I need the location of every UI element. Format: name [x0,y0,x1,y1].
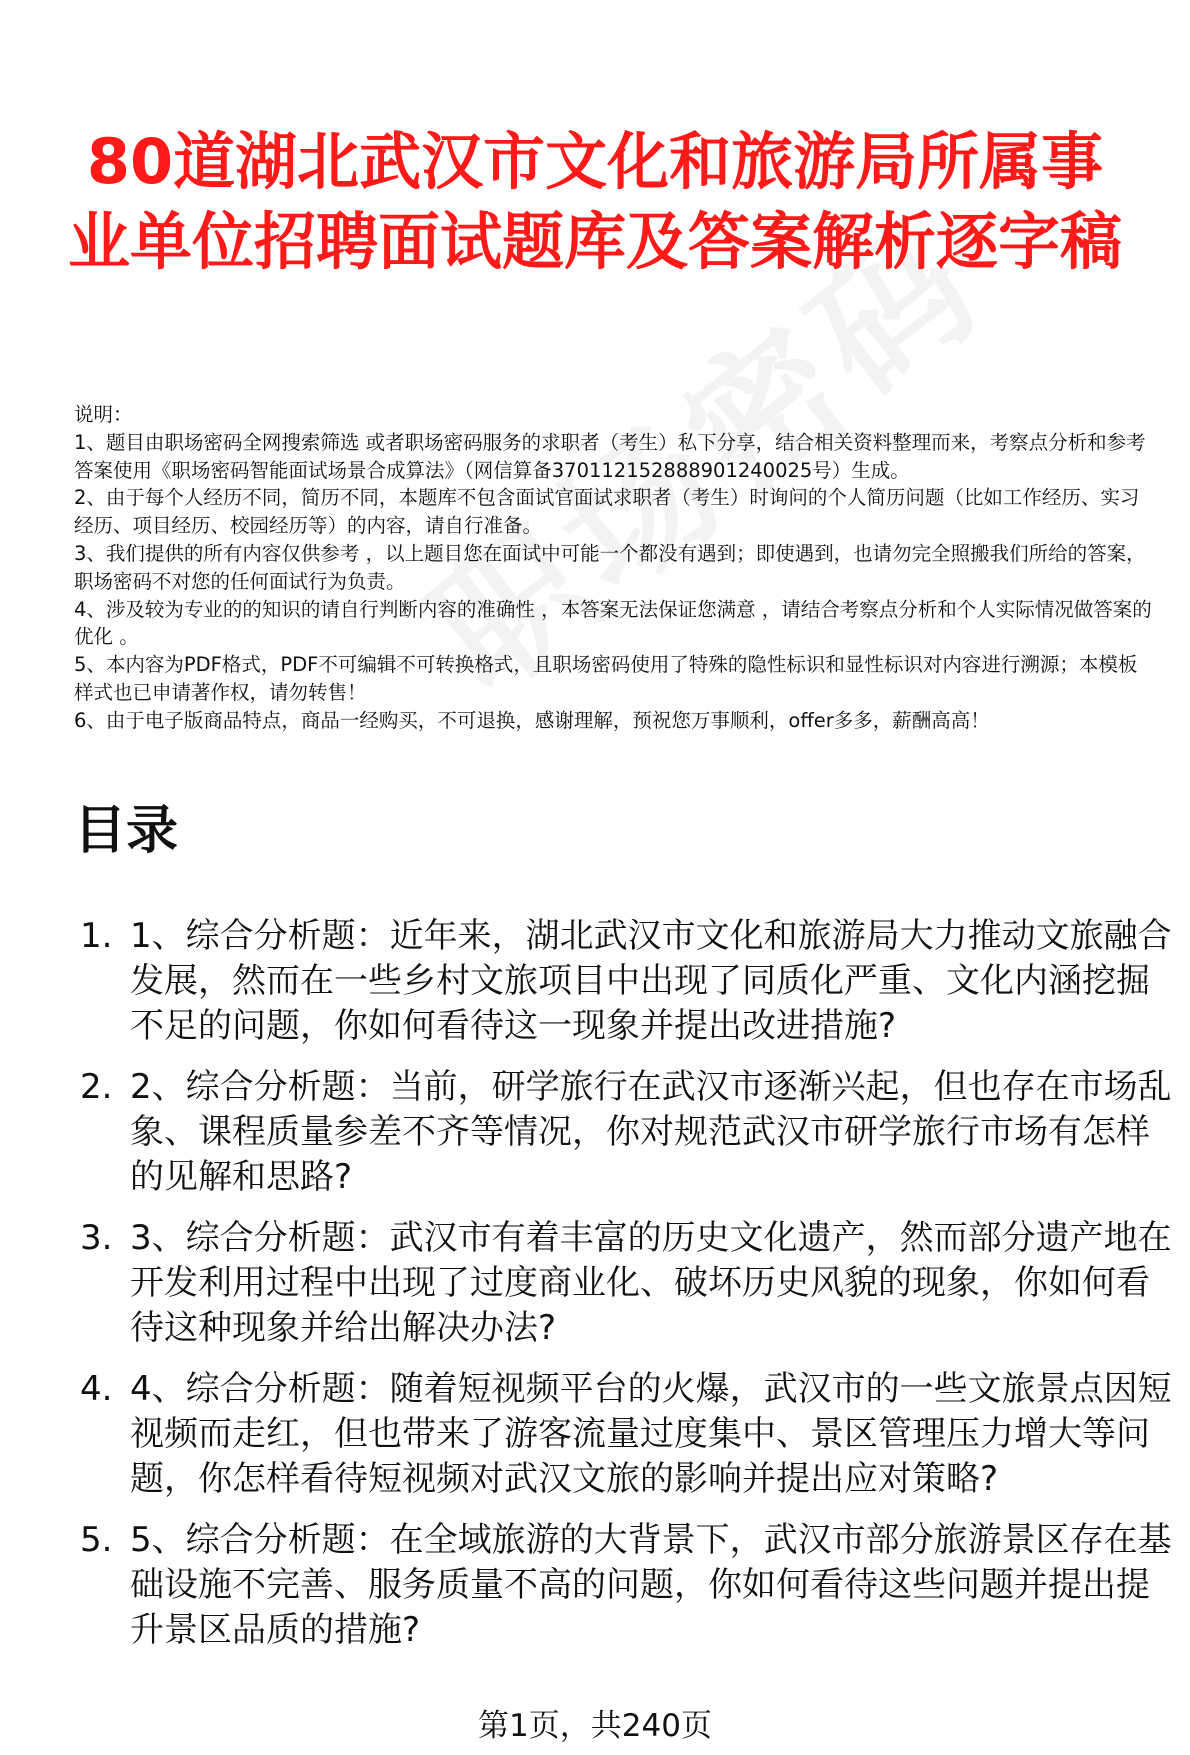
toc-item[interactable] [74,1367,1174,1502]
note-item: 5、本内容为PDF格式，PDF不可编辑不可转换格式，且职场密码使用了特殊的隐性标识和显性标识对内容进行溯源；本模板样式也已申请著作权，请勿转售！ [74,653,1138,704]
toc-item-text[interactable]: 5、综合分析题：在全域旅游的大背景下，武汉市部分旅游景区存在基础设施不完善、服务质量不高的问题，你如何看待这些问题并提出提升景区品质的措施? [130,1520,1172,1650]
page-footer: 第1页，共240页 [478,1708,712,1744]
toc-item-number: 5. [80,1520,113,1560]
note-item: 3、我们提供的所有内容仅供参考 ，以上题目您在面试中可能一个都没有遇到；即使遇到，也请勿完全照搬我们所给的答案，职场密码不对您的任何面试行为负责。 [74,541,1146,593]
toc-item-number: 1. [80,916,113,956]
toc-item[interactable] [74,914,1174,1049]
toc-item-number: 2. [80,1067,113,1107]
toc-item-text[interactable]: 4、综合分析题：随着短视频平台的火爆，武汉市的一些文旅景点因短视频而走红，但也带来了游客流量过度集中、景区管理压力增大等问题，你怎样看待短视频对武汉文旅的影响并提出应对策略? [130,1369,1172,1499]
notes-heading: 说明： [74,403,133,426]
note-item: 4、涉及较为专业的的知识的请自行判断内容的准确性 ，本答案无法保证您满意 ，请结合考察点分析和个人实际情况做答案的优化 。 [74,597,1152,649]
toc-item-text[interactable]: 3、综合分析题：武汉市有着丰富的历史文化遗产，然而部分遗产地在开发利用过程中出现了过度商业化、破坏历史风貌的现象，你如何看待这种现象并给出解决办法? [130,1218,1172,1348]
document-title: 80道湖北武汉市文化和旅游局所属事业单位招聘面试题库及答案解析逐字稿 [67,125,1122,278]
toc-item-text[interactable]: 1、综合分析题：近年来，湖北武汉市文化和旅游局大力推动文旅融合发展，然而在一些乡村文旅项目中出现了同质化严重、文化内涵挖掘不足的问题，你如何看待这一现象并提出改进措施? [130,916,1172,1046]
toc-item[interactable] [74,1065,1174,1200]
toc-list [74,914,1174,1669]
note-item: 1、题目由职场密码全网搜索筛选 或者职场密码服务的求职者（考生）私下分享，结合相关资料整理而来，考察点分析和参考答案使用《职场密码智能面试场景合成算法》（网信算备370112152888901240025号）生成。 [74,430,1146,482]
notes-section [74,401,1154,735]
toc-item[interactable] [74,1216,1174,1351]
toc-item-number: 3. [80,1218,113,1258]
note-item: 6、由于电子版商品特点，商品一经购买，不可退换，感谢理解，预祝您万事顺利，offer多多，薪酬高高！ [74,708,990,732]
toc-item[interactable] [74,1518,1174,1653]
toc-item-text[interactable]: 2、综合分析题：当前，研学旅行在武汉市逐渐兴起，但也存在市场乱象、课程质量参差不齐等情况，你对规范武汉市研学旅行市场有怎样的见解和思路? [130,1067,1172,1197]
note-item: 2、由于每个人经历不同，简历不同，本题库不包含面试官面试求职者（考生）时询问的个人简历问题（比如工作经历、实习经历、项目经历、校园经历等）的内容，请自行准备。 [74,486,1140,538]
toc-heading: 目录 [74,801,179,861]
toc-item-number: 4. [80,1369,113,1409]
